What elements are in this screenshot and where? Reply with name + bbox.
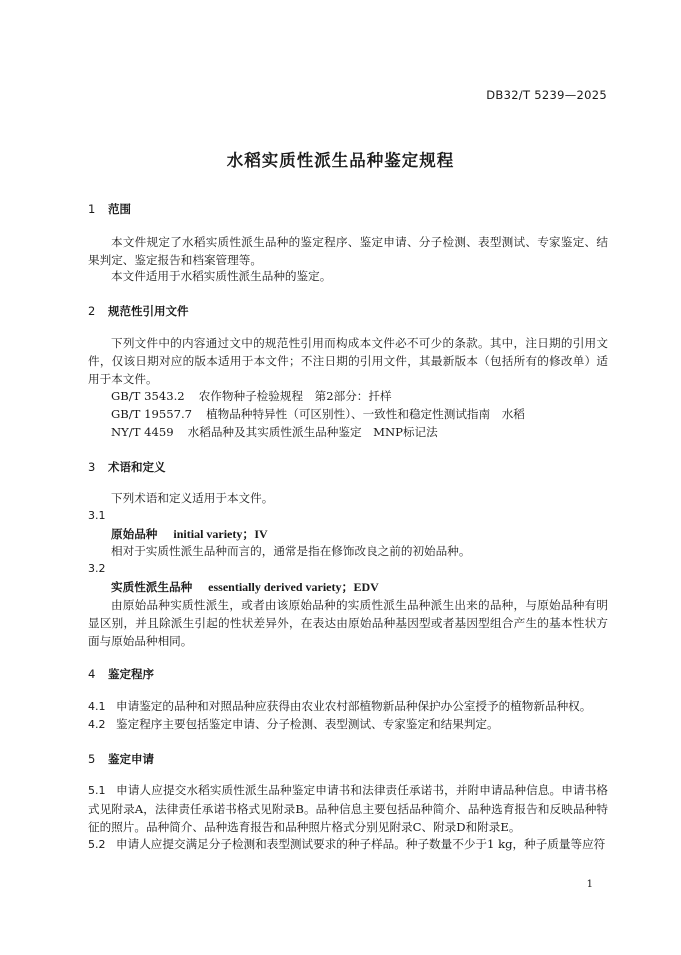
clause-number: 5.1 xyxy=(88,784,106,797)
section-1-heading xyxy=(88,201,131,217)
section-title: 鉴定申请 xyxy=(108,752,154,766)
section-number: 4 xyxy=(88,667,96,681)
clause-text: 申请人应提交满足分子检测和表型测试要求的种子样品。种子数量不少于1 kg，种子质量等应符 xyxy=(116,837,606,851)
clause-number: 4.2 xyxy=(88,718,106,731)
clause-number: 5.2 xyxy=(88,838,106,851)
reference-title: 农作物种子检验规程 第2部分：扦样 xyxy=(198,389,392,403)
section-title: 术语和定义 xyxy=(108,460,166,474)
section-number: 5 xyxy=(88,752,96,766)
page-number: 1 xyxy=(586,879,593,890)
section-5-heading xyxy=(88,751,154,767)
scope-paragraph-1: 本文件规定了水稻实质性派生品种的鉴定程序、鉴定申请、分子检测、表型测试、专家鉴定、结果判定、鉴定报告和档案管理等。 xyxy=(88,235,608,267)
scope-paragraph-2: 本文件适用于水稻实质性派生品种的鉴定。 xyxy=(111,269,332,283)
term-en: initial variety；IV xyxy=(173,527,268,541)
terms-intro: 下列术语和定义适用于本文件。 xyxy=(111,491,274,505)
term-en: essentially derived variety；EDV xyxy=(208,580,379,594)
reference-code: NY/T 4459 xyxy=(111,425,174,439)
clause-text: 鉴定程序主要包括鉴定申请、分子检测、表型测试、专家鉴定和结果判定。 xyxy=(116,717,499,731)
section-title: 范围 xyxy=(108,202,131,216)
section-number: 2 xyxy=(88,304,96,318)
clause-text: 申请人应提交水稻实质性派生品种鉴定申请书和法律责任承诺书，并附申请品种信息。申请书格式见附录A，法律责任承诺书格式见附录B。品种信息主要包括品种简介、品种选育报告和反映品种特征的照片。品种简介、品种选育报告和品种照片格式分别见附录C、附录D和附录E。 xyxy=(88,783,608,834)
reference-title: 植物品种特异性（可区别性）、一致性和稳定性测试指南 水稻 xyxy=(206,407,525,421)
section-title: 规范性引用文件 xyxy=(108,304,189,318)
term-cn: 原始品种 xyxy=(111,527,158,541)
clause xyxy=(88,697,608,716)
clause xyxy=(88,781,608,836)
reference-item xyxy=(111,423,438,441)
term-definition: 由原始品种实质性派生，或者由该原始品种的实质性派生品种派生出来的品种，与原始品种有明显区别，并且除派生引起的性状差异外，在表达由原始品种基因型或者基因型组合产生的基本性状方面与原始品种相同。 xyxy=(88,598,608,648)
section-number: 1 xyxy=(88,202,96,216)
normative-references-paragraph: 下列文件中的内容通过文中的规范性引用而构成本文件必不可少的条款。其中，注日期的引用文件，仅该日期对应的版本适用于本文件；不注日期的引用文件，其最新版本（包括所有的修改单）适用于本文件。 xyxy=(88,336,608,386)
section-4-heading xyxy=(88,666,154,682)
section-title: 鉴定程序 xyxy=(108,667,154,681)
clause-number: 4.1 xyxy=(88,700,106,713)
term-definition: 相对于实质性派生品种而言的，通常是指在修饰改良之前的初始品种。 xyxy=(111,544,471,558)
reference-title: 水稻品种及其实质性派生品种鉴定 MNP标记法 xyxy=(187,425,438,439)
section-number: 3 xyxy=(88,460,96,474)
standard-code: DB32/T 5239—2025 xyxy=(486,88,607,102)
clause xyxy=(88,715,608,734)
reference-code: GB/T 19557.7 xyxy=(111,407,193,421)
reference-item xyxy=(111,387,392,405)
term-number: 3.2 xyxy=(88,562,106,575)
reference-item xyxy=(111,405,525,423)
term-cn: 实质性派生品种 xyxy=(111,580,193,594)
document-title: 水稻实质性派生品种鉴定规程 xyxy=(226,151,455,170)
section-2-heading xyxy=(88,303,189,319)
clause xyxy=(88,835,608,854)
term-name xyxy=(111,525,268,543)
term-name xyxy=(111,578,379,596)
section-3-heading xyxy=(88,459,166,475)
reference-code: GB/T 3543.2 xyxy=(111,389,185,403)
term-number: 3.1 xyxy=(88,509,106,522)
clause-text: 申请鉴定的品种和对照品种应获得由农业农村部植物新品种保护办公室授予的植物新品种权。 xyxy=(116,699,592,713)
